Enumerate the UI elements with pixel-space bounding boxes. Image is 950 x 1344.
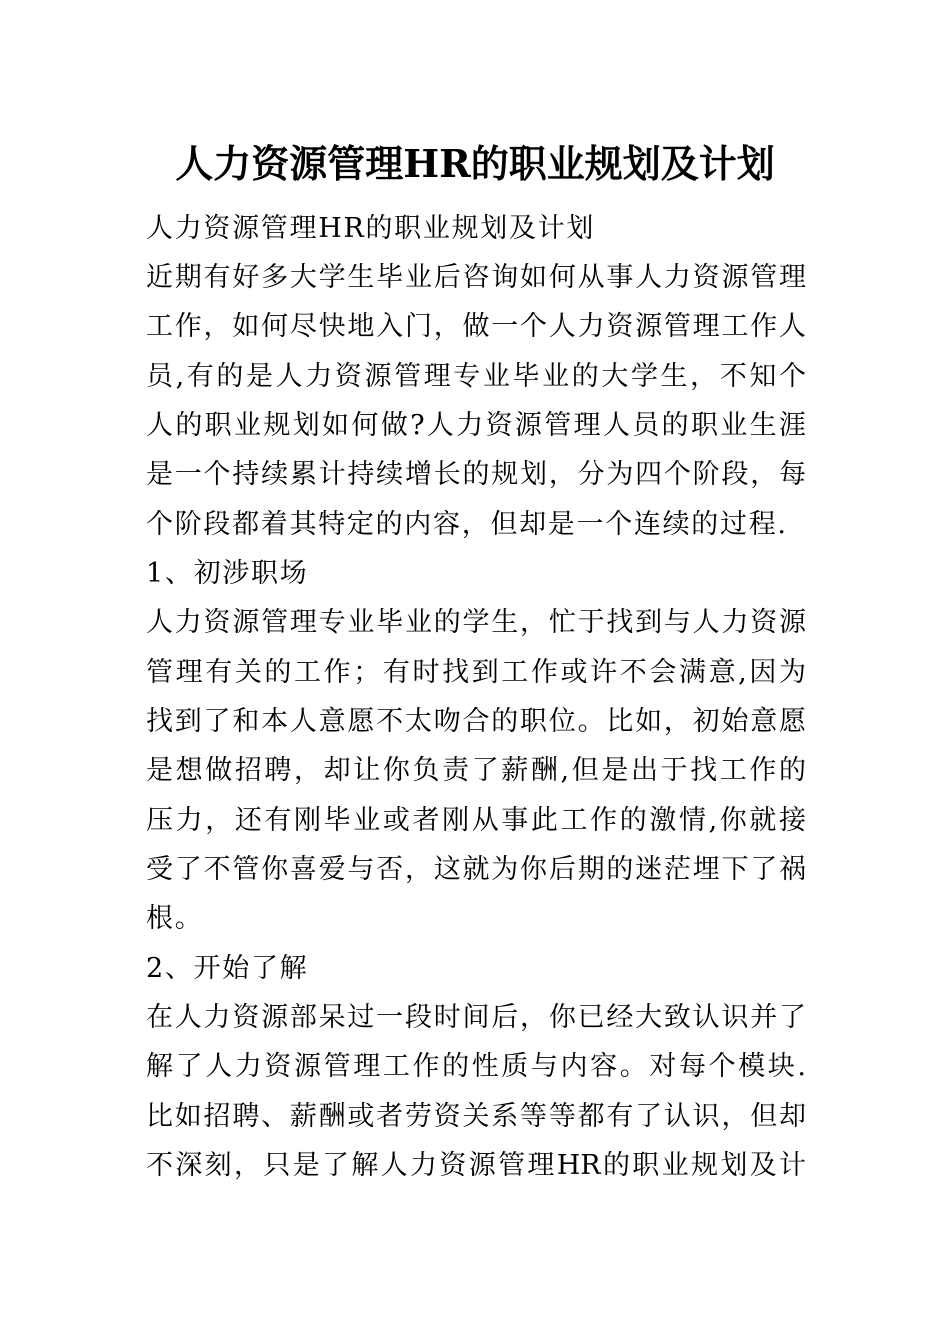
text-line: 人力资源管理专业毕业的学生，忙于找到与人力资源 [146,607,806,638]
text-line: 人的职业规划如何做?人力资源管理人员的职业生涯 [146,410,806,441]
text-line: 不深刻，只是了解人力资源管理HR的职业规划及计 [146,1150,806,1181]
text-line: 近期有好多大学生毕业后咨询如何从事人力资源管理 [146,262,806,293]
text-line: 比如招聘、薪酬或者劳资关系等等都有了认识，但却 [146,1101,806,1132]
text-line: 根。 [146,903,204,934]
text-line: 员,有的是人力资源管理专业毕业的大学生，不知个 [146,361,806,392]
text-line: 在人力资源部呆过一段时间后，你已经大致认识并了 [146,1002,806,1033]
text-line: 管理有关的工作；有时找到工作或许不会满意,因为 [146,657,806,688]
section-heading: 2、开始了解 [146,953,309,984]
document-title: 人力资源管理HR的职业规划及计划 [175,141,775,186]
subtitle-line: 人力资源管理HR的职业规划及计划 [146,213,596,244]
text-line: 找到了和本人意愿不太吻合的职位。比如，初始意愿 [146,706,806,737]
text-line: 个阶段都着其特定的内容，但却是一个连续的过程. [146,509,788,540]
text-line: 是想做招聘，却让你负责了薪酬,但是出于找工作的 [146,755,806,786]
text-line: 压力，还有刚毕业或者刚从事此工作的激情,你就接 [146,805,806,836]
text-line: 受了不管你喜爱与否，这就为你后期的迷茫埋下了祸 [146,854,806,885]
section-heading: 1、初涉职场 [146,558,309,589]
text-line: 是一个持续累计持续增长的规划，分为四个阶段，每 [146,459,806,490]
text-line: 工作，如何尽快地入门，做一个人力资源管理工作人 [146,311,806,342]
text-line: 解了人力资源管理工作的性质与内容。对每个模块. [146,1051,806,1082]
